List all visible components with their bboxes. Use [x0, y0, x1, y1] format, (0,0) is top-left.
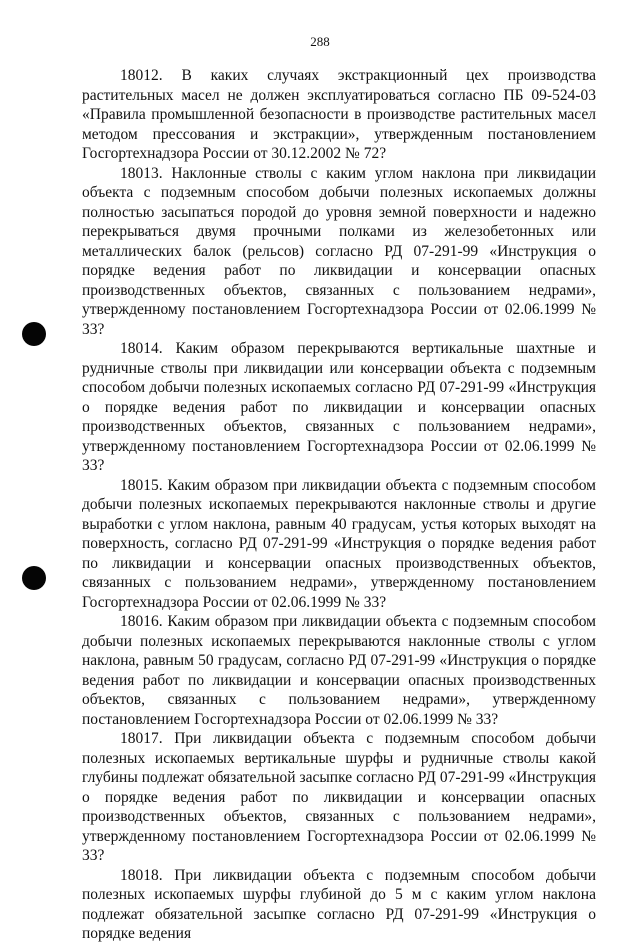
question-18015: 18015. Каким образом при ликвидации объекта с подземным способом добычи полезных ископаемых перекрываются наклонные стволы и другие выработки с углом наклона, равным 40 градусам, устья которых выходят на поверхность, согласно РД 07-291-99 «Инструкция о порядке ведения работ по ликвидации и консервации опасных производственных объектов, связанных с пользованием недрами», утвержденному постановлением Госгортехнадзора России от 02.06.1999 № 33? — [82, 476, 596, 611]
question-18014: 18014. Каким образом перекрываются вертикальные шахтные и рудничные стволы при ликвидации или консервации объекта с подземным способом добычи полезных ископаемых согласно РД 07-291-99 «Инструкция о порядке ведения работ по ликвидации и консервации опасных производственных объектов, связанных с пользованием недрами», утвержденному постановлением Госгортехнадзора России от 02.06.1999 № 33? — [82, 340, 596, 474]
question-18018: 18018. При ликвидации объекта с подземным способом добычи полезных ископаемых шурфы глубиной до 5 м с каким углом наклона подлежат обязательной засыпке согласно РД 07-291-99 «Инструкция о порядке ведения — [82, 866, 596, 942]
punch-hole-bottom — [22, 566, 46, 590]
question-18017: 18017. При ликвидации объекта с подземным способом добычи полезных ископаемых вертикальные шурфы и рудничные стволы какой глубины подлежат обязательной засыпке согласно РД 07-291-99 «Инструкция о порядке ведения работ по ликвидации и консервации опасных производственных объектов, связанных с пользованием недрами», утвержденному постановлением Госгортехнадзора России от 02.06.1999 № 33? — [82, 730, 596, 864]
question-18012: 18012. В каких случаях экстракционный цех производства растительных масел не должен эксплуатироваться согласно ПБ 09-524-03 «Правила промышленной безопасности в производстве растительных масел методом прессования и экстракции», утвержденным постановлением Госгортехнадзора России от 30.12.2002 № 72? — [82, 67, 596, 162]
question-18013: 18013. Наклонные стволы с каким углом наклона при ликвидации объекта с подземным способом добычи полезных ископаемых должны полностью засыпаться породой до уровня земной поверхности и надежно перекрываться двумя прочными полками из железобетонных или металлических балок (рельсов) согласно РД 07-291-99 «Инструкция о порядке ведения работ по ликвидации и консервации опасных производственных объектов, связанных с пользованием недрами», утвержденному постановлением Госгортехнадзора России от 02.06.1999 № 33? — [82, 164, 596, 338]
page-number: 288 — [310, 34, 330, 49]
punch-hole-top — [22, 322, 46, 346]
question-18016: 18016. Каким образом при ликвидации объекта с подземным способом добычи полезных ископаемых перекрываются наклонные стволы с углом наклона, равным 50 градусам, согласно РД 07-291-99 «Инструкция о порядке ведения работ по ликвидации и консервации опасных производственных объектов, связанных с пользованием недрами», утвержденному постановлением Госгортехнадзора России от 02.06.1999 № 33? — [82, 613, 596, 728]
document-body — [82, 66, 596, 944]
